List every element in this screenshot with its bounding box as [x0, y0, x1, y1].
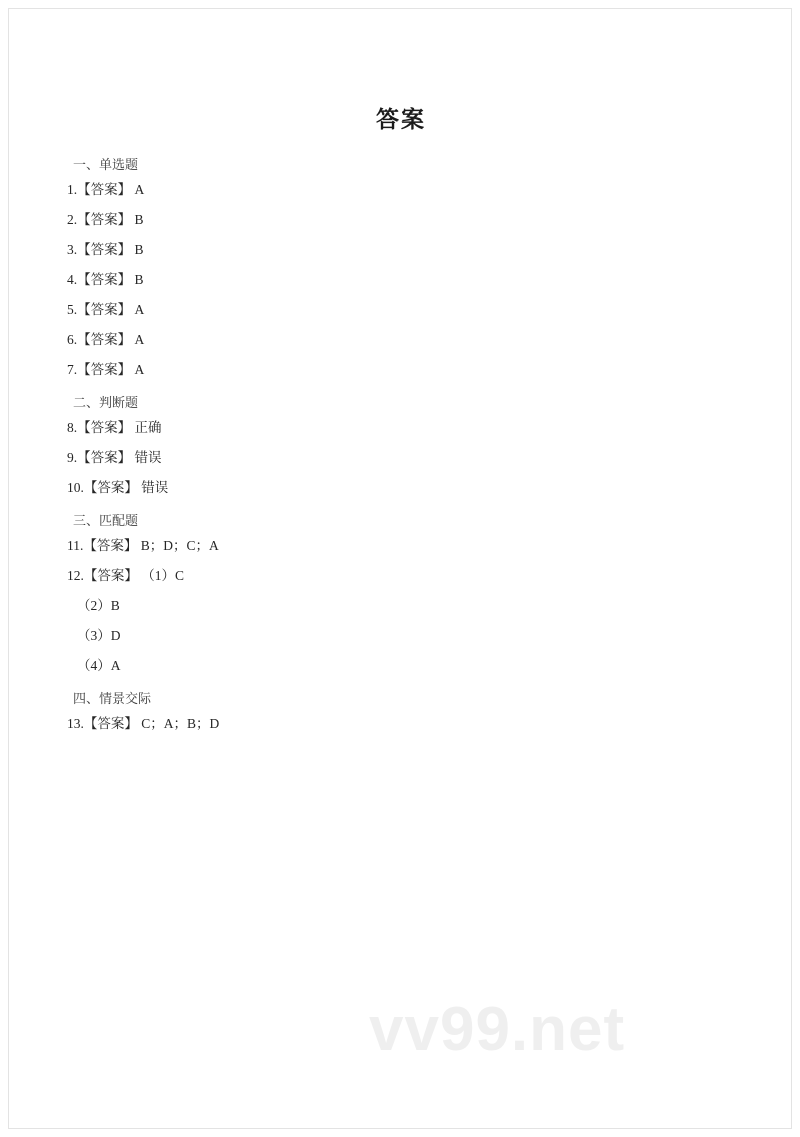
answer-line: 9.【答案】 错误: [67, 450, 162, 465]
answer-line: 11.【答案】 B；D；C；A: [67, 538, 219, 553]
answer-line: 6.【答案】 A: [67, 332, 145, 347]
answer-sub-line: （3）D: [77, 628, 121, 643]
answer-line: 4.【答案】 B: [67, 272, 144, 287]
answer-list: [67, 149, 737, 741]
watermark: vv99.net: [369, 995, 626, 1064]
answer-line: 7.【答案】 A: [67, 362, 145, 377]
answer-line: 2.【答案】 B: [67, 212, 144, 227]
answer-line: 13.【答案】 C；A；B；D: [67, 716, 220, 731]
document-page: [8, 8, 792, 1129]
section-heading: 一、单选题: [73, 157, 139, 172]
answer-sub-line: （4）A: [77, 658, 121, 673]
answer-line: 10.【答案】 错误: [67, 480, 169, 495]
section-heading: 三、匹配题: [73, 513, 139, 528]
answer-line: 8.【答案】 正确: [67, 420, 162, 435]
answer-line: 3.【答案】 B: [67, 242, 144, 257]
page-title: 答案: [376, 107, 426, 132]
section-heading: 二、判断题: [73, 395, 139, 410]
answer-line: 5.【答案】 A: [67, 302, 145, 317]
answer-line: 12.【答案】 （1）C: [67, 568, 185, 583]
section-heading: 四、情景交际: [73, 691, 152, 706]
answer-sub-line: （2）B: [77, 598, 120, 613]
answer-line: 1.【答案】 A: [67, 182, 145, 197]
